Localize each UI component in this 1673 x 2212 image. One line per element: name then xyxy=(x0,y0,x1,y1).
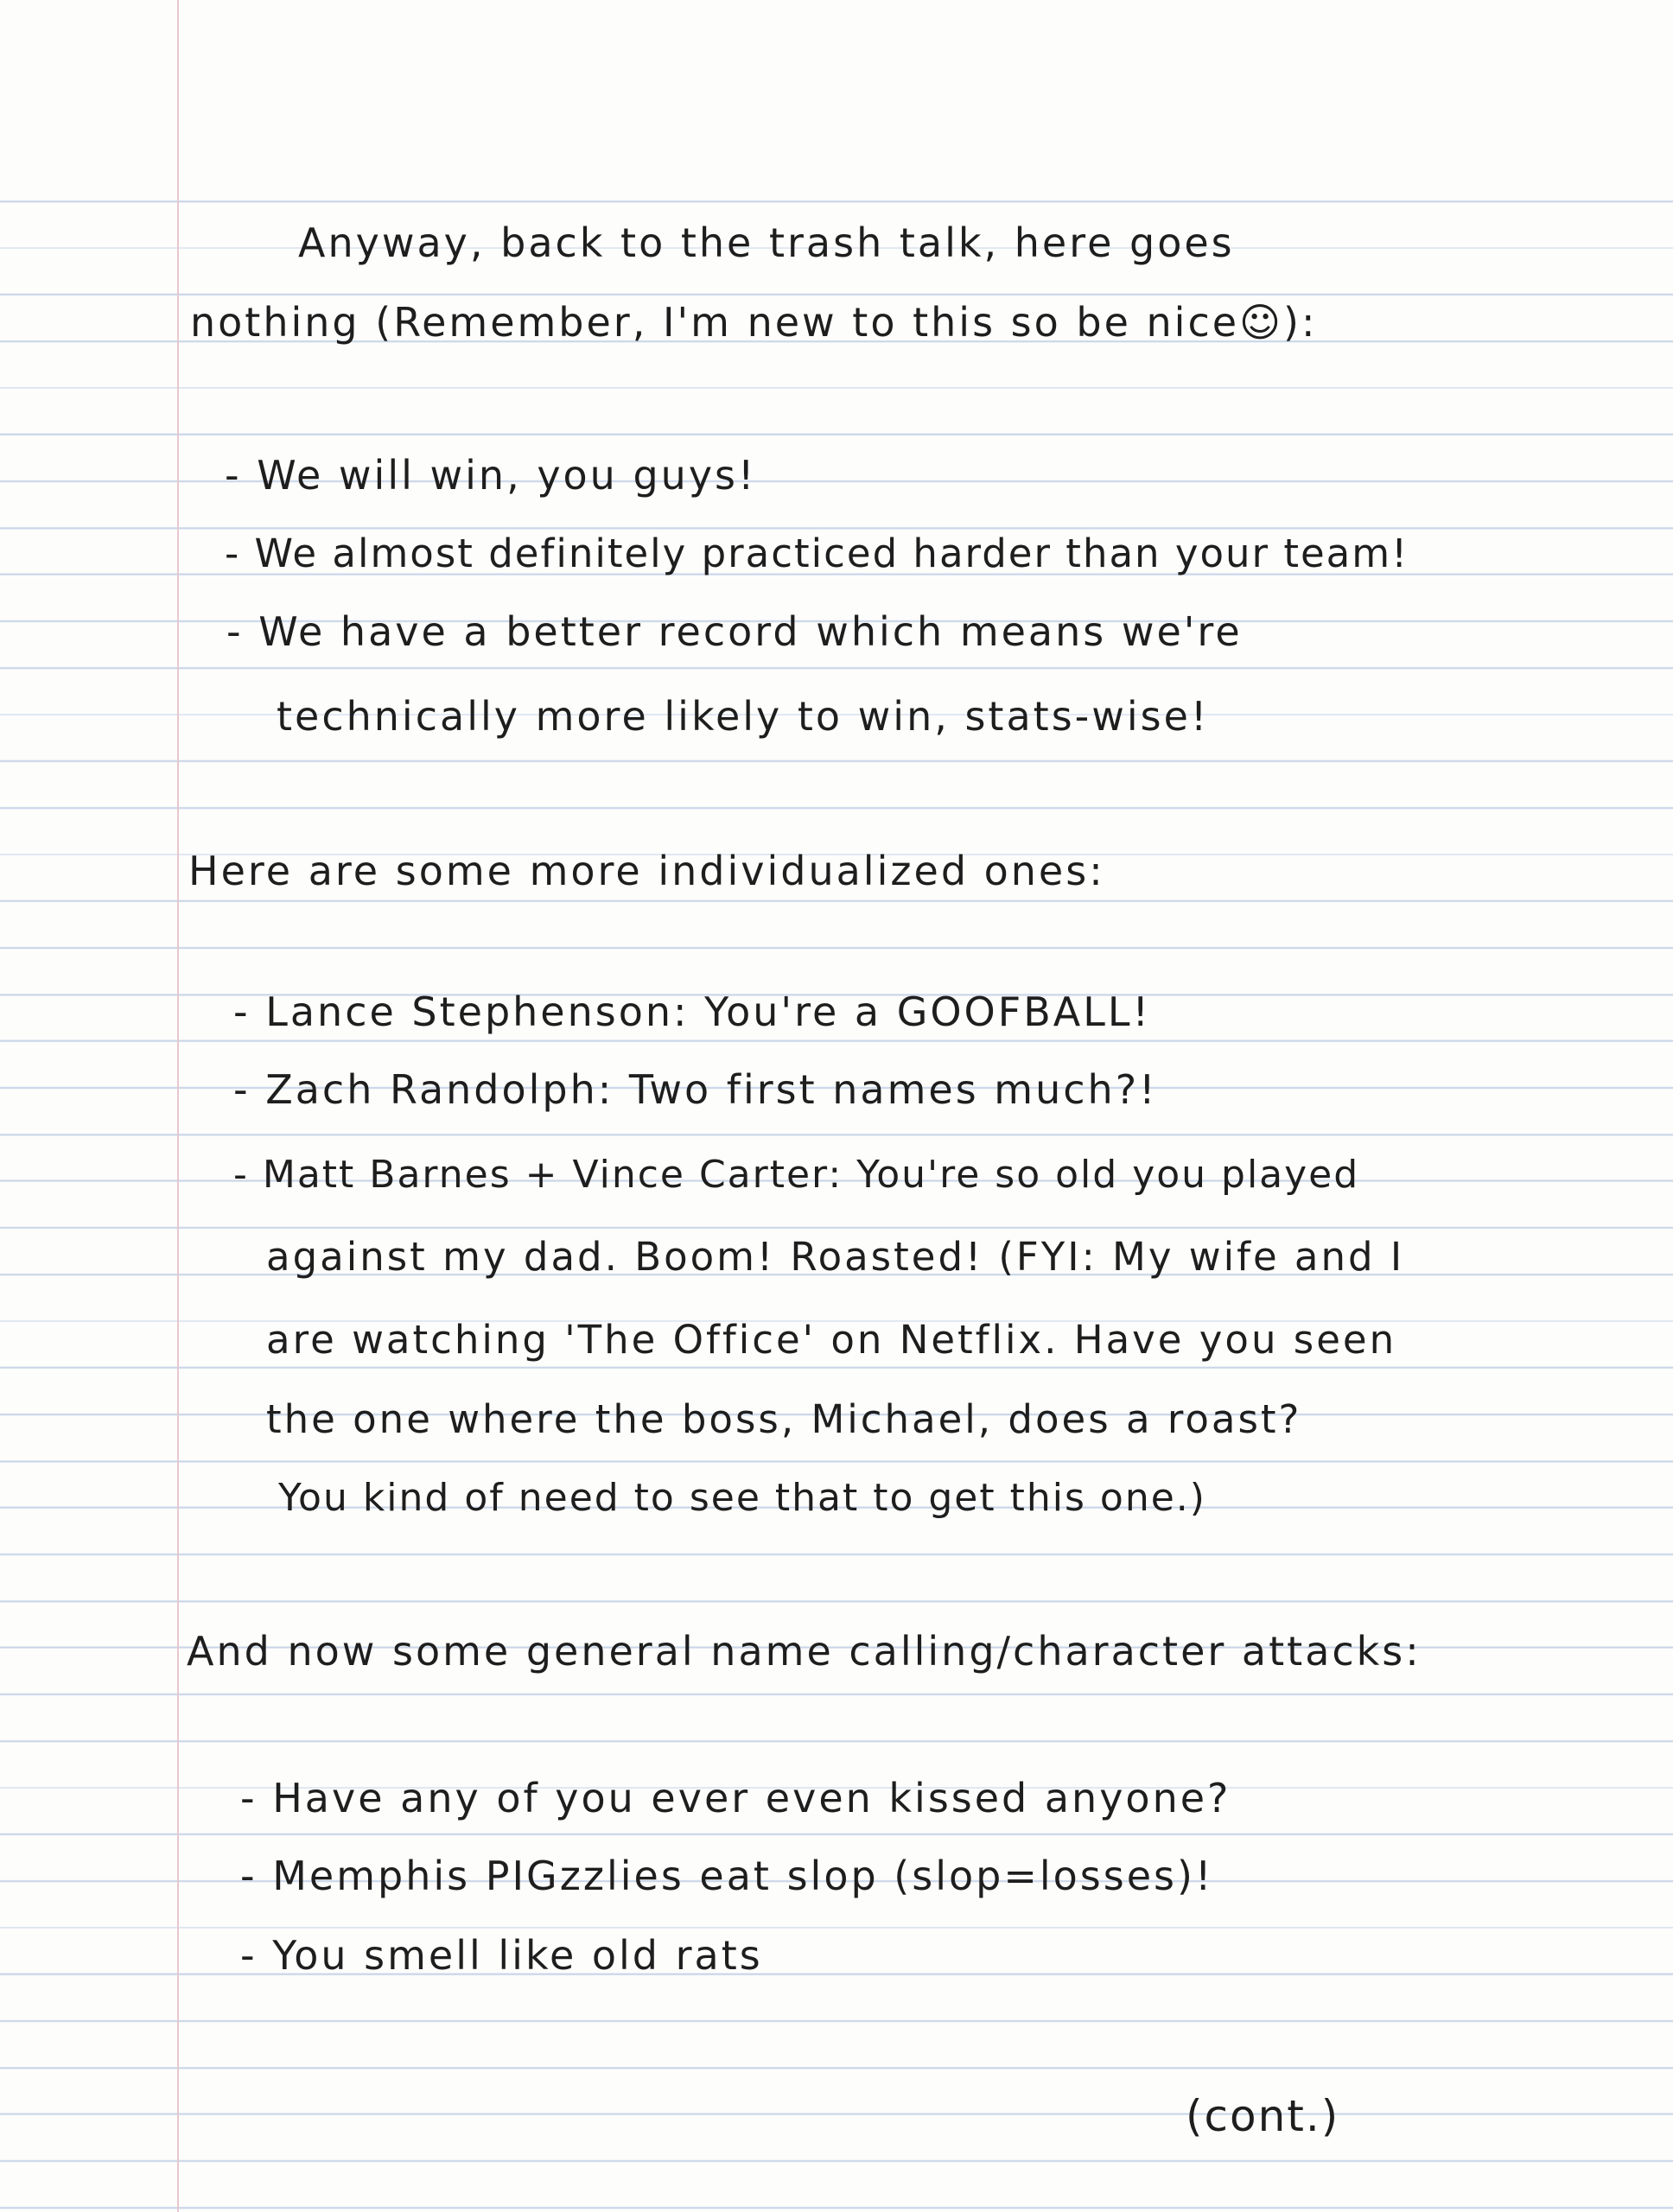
general-heading: And now some general name calling/character attacks: xyxy=(187,1628,1422,1675)
individual-taunt-continuation: against my dad. Boom! Roasted! (FYI: My wife and I xyxy=(266,1234,1405,1280)
individual-taunt-continuation: You kind of need to see that to get this one.) xyxy=(278,1476,1206,1520)
team-taunt-item: - We will win, you guys! xyxy=(225,452,757,499)
intro-line-1: Anyway, back to the trash talk, here goes xyxy=(298,219,1235,266)
individual-taunt-continuation: are watching 'The Office' on Netflix. Have you seen xyxy=(266,1317,1397,1363)
page-top-margin xyxy=(0,0,1673,181)
continued-marker: (cont.) xyxy=(1186,2091,1340,2141)
intro-line-2: nothing (Remember, I'm new to this so be nice☺): xyxy=(190,299,1318,346)
individual-heading: Here are some more individualized ones: xyxy=(188,848,1105,894)
margin-line xyxy=(177,0,179,2212)
individual-taunt-item: - Matt Barnes + Vince Carter: You're so old you played xyxy=(233,1153,1360,1197)
general-taunt-item: - Memphis PIGzzlies eat slop (slop=losses)! xyxy=(240,1853,1214,1899)
individual-taunt-item: - Lance Stephenson: You're a GOOFBALL! xyxy=(233,988,1151,1035)
individual-taunt-continuation: the one where the boss, Michael, does a roast? xyxy=(266,1396,1302,1442)
team-taunt-item: - We almost definitely practiced harder than your team! xyxy=(225,531,1409,576)
general-taunt-item: - Have any of you ever even kissed anyone? xyxy=(240,1775,1231,1821)
team-taunt-continuation: technically more likely to win, stats-wise! xyxy=(277,693,1210,740)
individual-taunt-item: - Zach Randolph: Two first names much?! xyxy=(233,1066,1158,1113)
team-taunt-item: - We have a better record which means we're xyxy=(226,608,1243,655)
general-taunt-item: - You smell like old rats xyxy=(240,1932,763,1979)
